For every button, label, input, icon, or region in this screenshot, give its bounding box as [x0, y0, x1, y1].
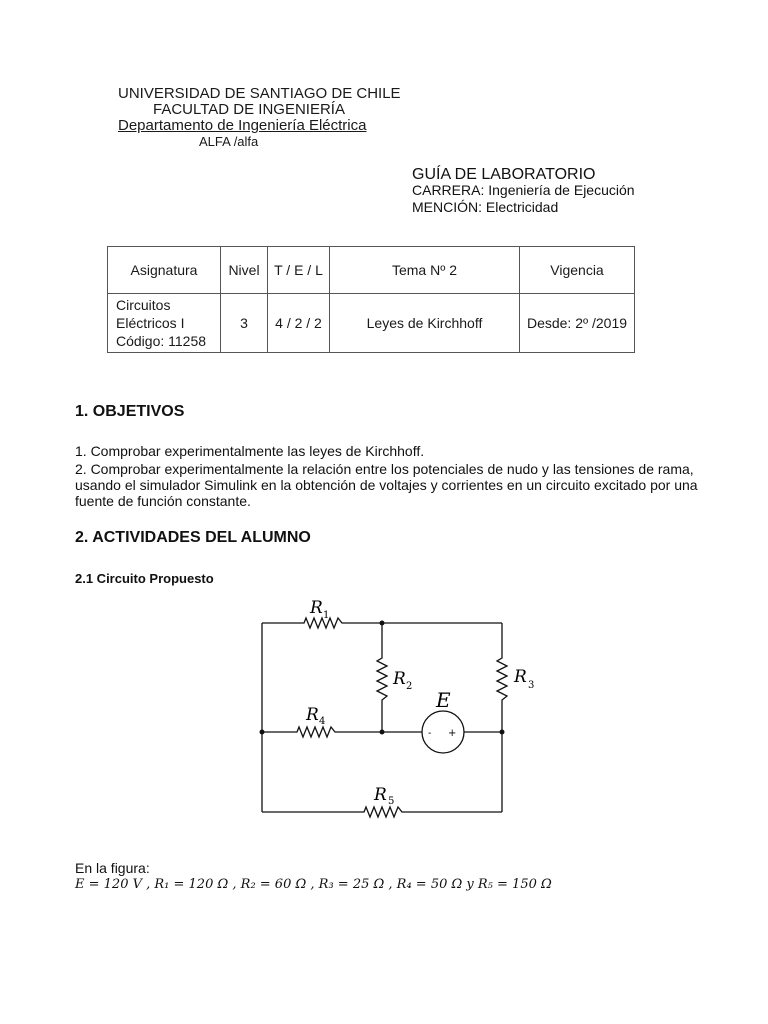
figure-intro: En la figura: [75, 860, 150, 876]
label-r5: R [374, 785, 387, 805]
wire-right [497, 623, 507, 812]
cell-level: 3 [221, 294, 268, 353]
component-values: E = 120 V , R₁ = 120 Ω , R₂ = 60 Ω , R₃ = 25 Ω , R₄ = 50 Ω y R₅ = 150 Ω [75, 877, 552, 892]
objective-item-2: 2. Comprobar experimentalmente la relación entre los potenciales de nudo y las tensiones de rama, usando el simulador Simulink en la obtención de voltajes y corrientes en un circuito excitado por una fuente de función constante. [75, 461, 698, 509]
source-plus-sign: + [448, 728, 457, 739]
document-code: ALFA /alfa [199, 134, 259, 149]
node-dot [500, 730, 505, 735]
section-activities-title: 2. ACTIVIDADES DEL ALUMNO [75, 529, 311, 546]
cell-tel: 4 / 2 / 2 [268, 294, 330, 353]
mention-line: MENCIÓN: Electricidad [412, 199, 559, 215]
label-source-e: E [436, 688, 451, 712]
source-minus-sign: - [428, 728, 432, 739]
course-name-line-2: Eléctricos I [116, 315, 185, 331]
header-tel: T / E / L [268, 247, 330, 294]
course-name-line-1: Circuitos [116, 297, 171, 313]
label-r1: R [310, 598, 323, 618]
wire-r2 [377, 623, 387, 732]
course-code-line: Código: 11258 [116, 333, 207, 349]
label-r1-sub: 1 [323, 610, 330, 621]
header-level: Nivel [221, 247, 268, 294]
label-r3: R [514, 667, 527, 687]
node-dot [380, 730, 385, 735]
subsection-proposed-circuit: 2.1 Circuito Propuesto [75, 571, 214, 586]
node-dot [380, 621, 385, 626]
header-subject: Asignatura [108, 247, 221, 294]
wire-middle-left [262, 727, 422, 737]
label-r2-sub: 2 [406, 681, 413, 692]
label-r4: R [306, 705, 319, 725]
career-line: CARRERA: Ingeniería de Ejecución [412, 182, 635, 198]
guide-title: GUÍA DE LABORATORIO [412, 166, 596, 183]
faculty-name: FACULTAD DE INGENIERÍA [153, 101, 345, 118]
label-r4-sub: 4 [319, 716, 326, 727]
department-name: Departamento de Ingeniería Eléctrica [118, 117, 367, 134]
cell-topic: Leyes de Kirchhoff [330, 294, 520, 353]
cell-validity: Desde: 2º /2019 [520, 294, 635, 353]
label-r2: R [393, 669, 406, 689]
label-r5-sub: 5 [388, 796, 395, 807]
section-objectives-title: 1. OBJETIVOS [75, 403, 185, 420]
header-validity: Vigencia [520, 247, 635, 294]
node-dot [260, 730, 265, 735]
label-r3-sub: 3 [528, 680, 535, 691]
objective-item-1: 1. Comprobar experimentalmente las leyes de Kirchhoff. [75, 443, 425, 459]
header-topic: Tema Nº 2 [330, 247, 520, 294]
wire-bottom [262, 807, 502, 817]
university-name: UNIVERSIDAD DE SANTIAGO DE CHILE [118, 85, 401, 102]
